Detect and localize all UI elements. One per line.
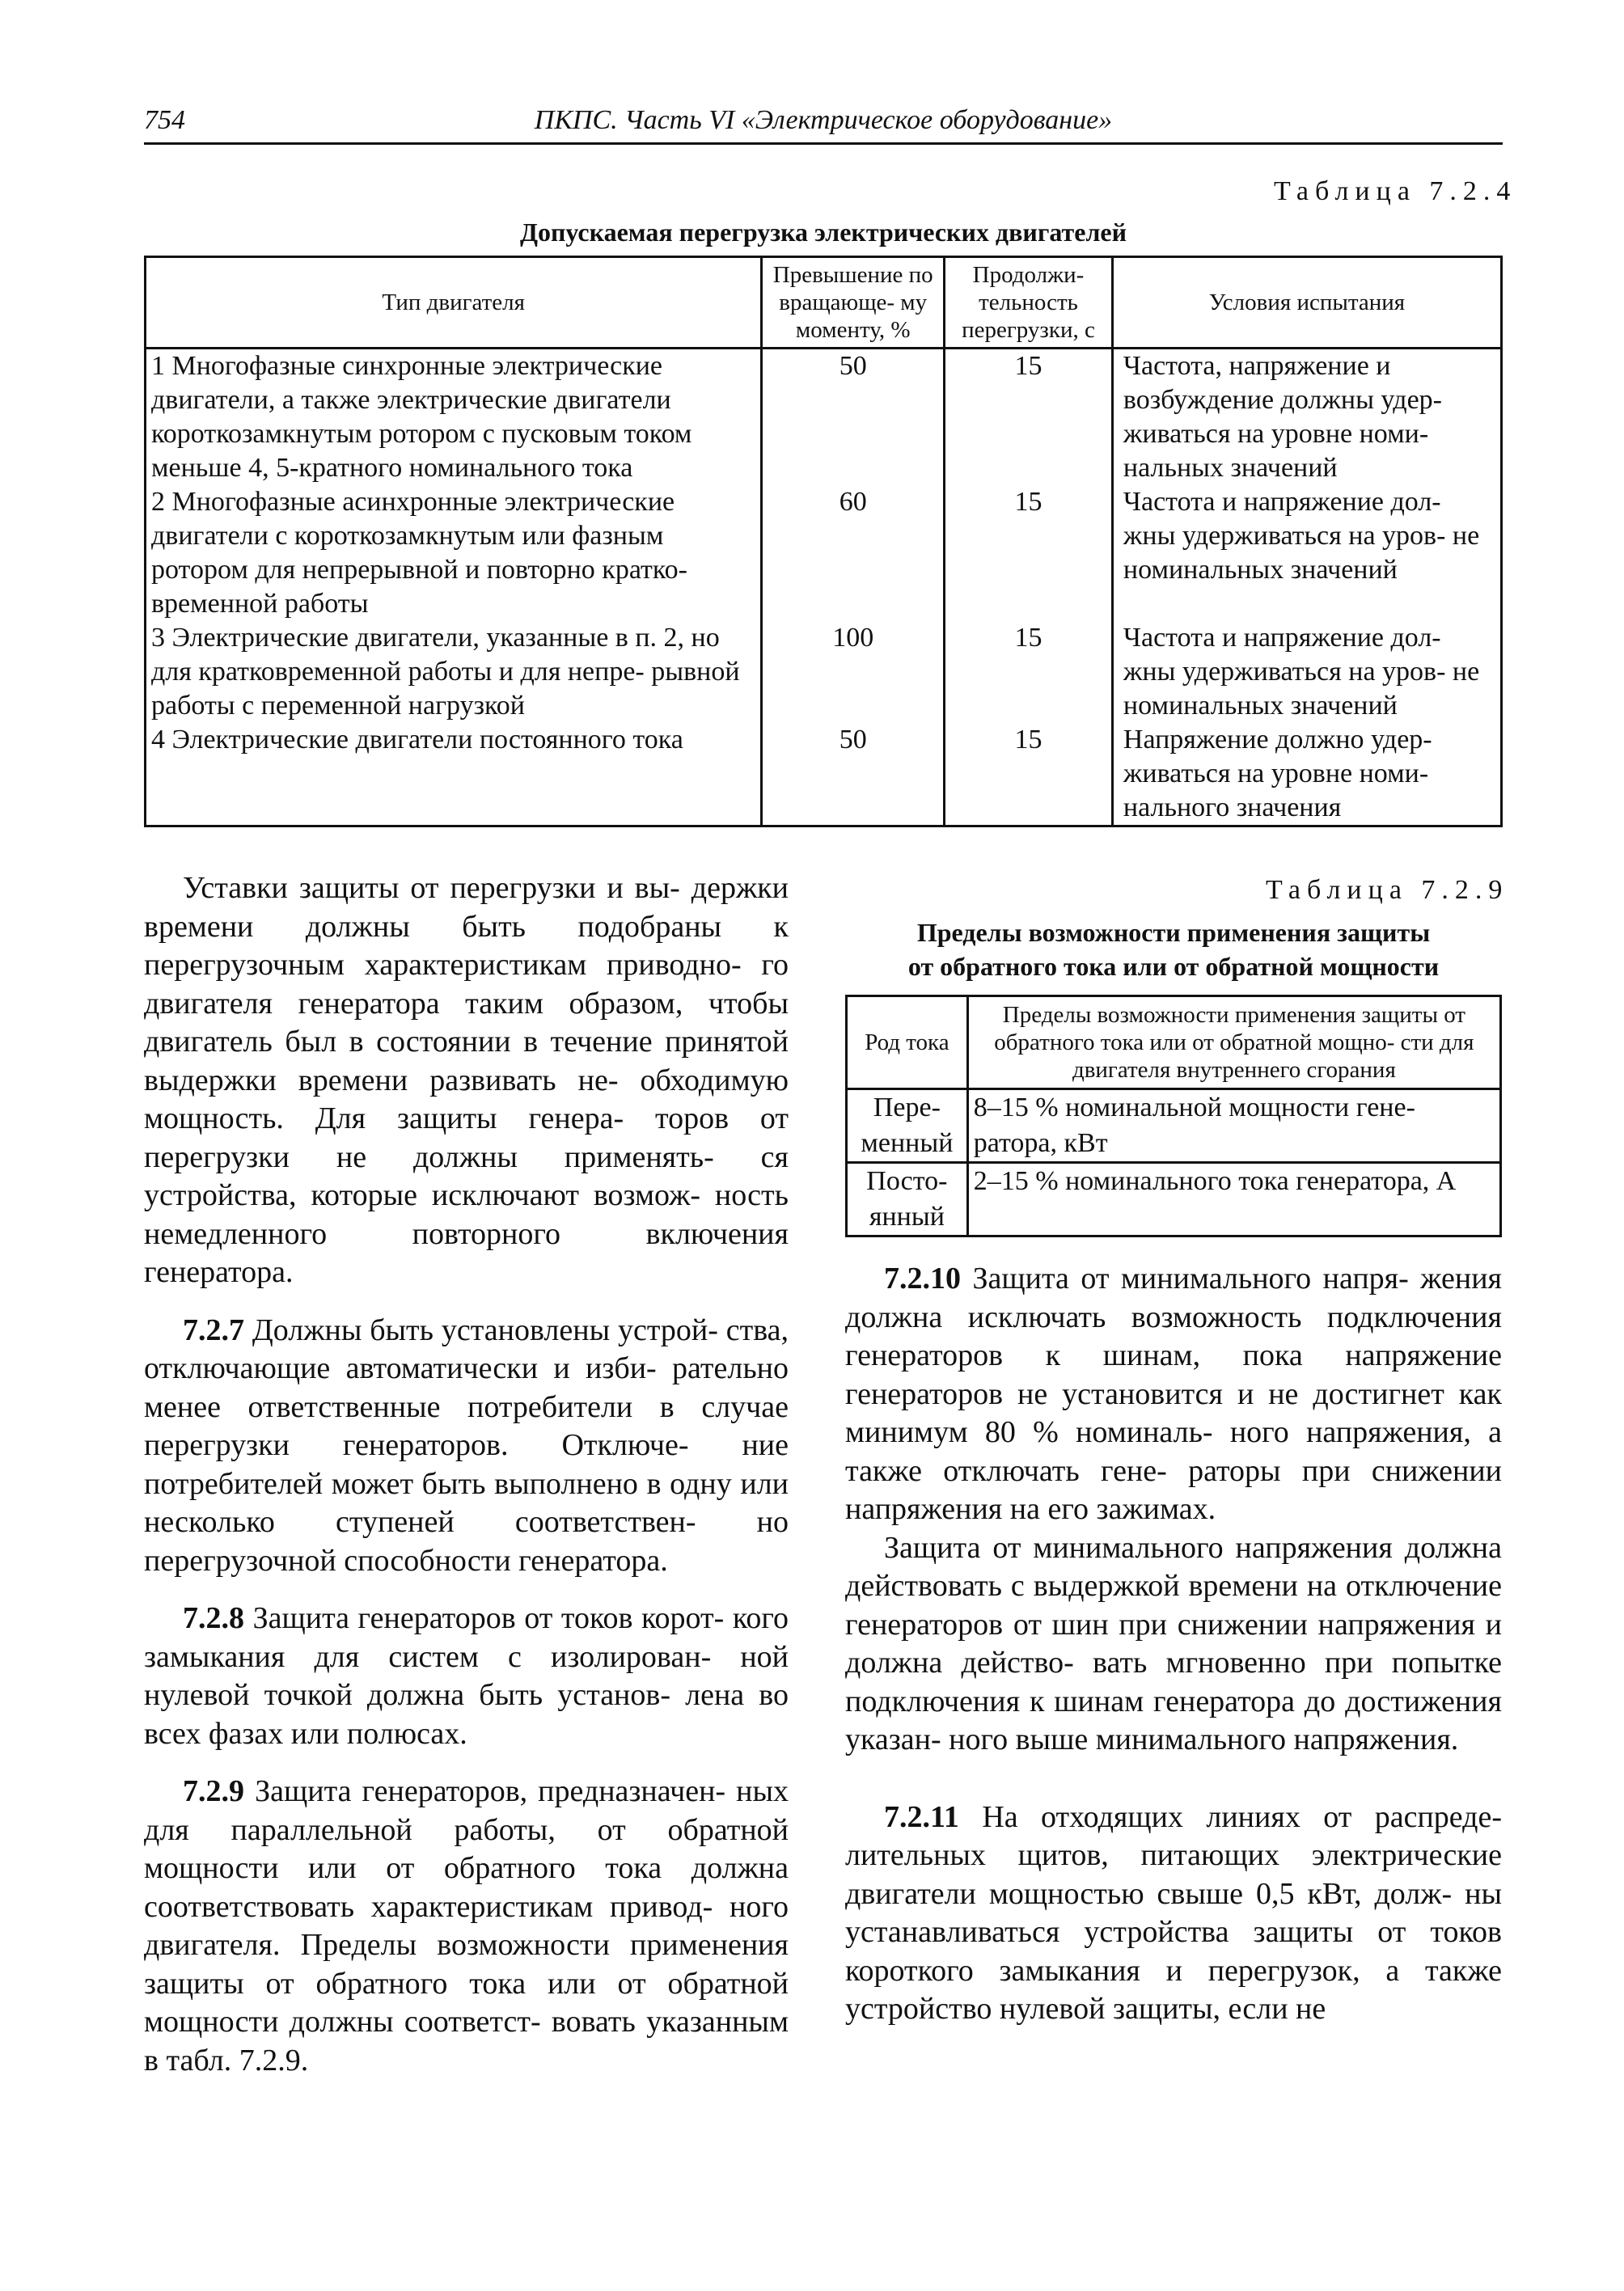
cell-duration: 15	[945, 621, 1113, 723]
table2-caption: Таблица 7.2.9	[1266, 875, 1509, 905]
table-row	[146, 621, 1502, 723]
paragraph-7-2-9: 7.2.9 Защита генераторов, предназначен- ных для параллельной работы, от обратной мощности или от обратного тока должна соответствовать характеристикам привод- ного двигателя. Пределы возможности применения защиты от обратного тока или от обратной мощности должны соответст- вовать указанным в табл. 7.2.9.	[144, 1774, 789, 2078]
header-protection-limits: Пределы возможности применения защиты от обратного тока или от обратной мощно- сти для двигателя внутреннего сгорания	[967, 996, 1500, 1089]
table-motor-overload	[144, 256, 1503, 827]
table-row	[146, 485, 1502, 621]
cell-duration: 15	[945, 349, 1113, 486]
header-torque-excess: Превышение по вращающе- му моменту, %	[762, 257, 945, 349]
cell-motor-type: 2 Многофазные асинхронные электрические двигатели с короткозамкнутым или фазным ротором для непрерывной и повторно кратко- временной работы	[146, 485, 762, 621]
cell-duration: 15	[945, 485, 1113, 621]
table-reverse-power-limits	[845, 995, 1502, 1237]
cell-motor-type: 1 Многофазные синхронные электрические двигатели, а также электрические двигатели короткозамкнутым ротором с пусковым током меньше 4, 5-кратного номинального тока	[146, 349, 762, 486]
cell-torque-excess: 50	[762, 349, 945, 486]
cell-motor-type: 3 Электрические двигатели, указанные в п. 2, но для кратковременной работы и для непре- рывной работы с переменной нагрузкой	[146, 621, 762, 723]
table1-caption: Таблица 7.2.4	[1274, 176, 1517, 206]
cell-limits: 2–15 % номинального тока генератора, А	[967, 1163, 1500, 1236]
header-current-kind: Род тока	[847, 996, 968, 1089]
cell-current-kind: Посто- янный	[847, 1163, 968, 1236]
paragraph-7-2-8: 7.2.8 Защита генераторов от токов корот- кого замыкания для систем с изолирован- ной нулевой точкой должна быть установ- лена во всех фазах или полюсах.	[144, 1601, 789, 1751]
cell-conditions: Частота, напряжение и возбуждение должны удер- живаться на уровне номи- нальных значений	[1112, 349, 1501, 486]
running-title: ПКПС. Часть VI «Электрическое оборудование»	[534, 105, 1113, 135]
paragraph: Защита от минимального напряжения должна действовать с выдержкой времени на отключение генераторов от шин при снижении напряжения и должна действо- вать мгновенно при попытке подключения к шинам генератора до достижения указан- ного выше минимального напряжения.	[845, 1530, 1502, 1756]
right-column	[845, 1260, 1502, 2029]
cell-torque-excess: 100	[762, 621, 945, 723]
header-motor-type: Тип двигателя	[146, 257, 762, 349]
table1-title: Допускаемая перегрузка электрических двигателей	[519, 218, 1127, 247]
paragraph: Уставки защиты от перегрузки и вы- держки времени должны быть подобраны к перегрузочным характеристикам приводно- го двигателя генератора таким образом, чтобы двигатель был в состоянии в течение принятой выдержки времени развивать не- обходимую мощность. Для защиты генера- торов от перегрузки не должны применять- ся устройства, которые исключают возмож- ность немедленного повторного включения генератора.	[144, 871, 789, 1289]
page-number: 754	[144, 105, 185, 135]
header-test-conditions: Условия испытания	[1112, 257, 1501, 349]
table-header-row	[146, 257, 1502, 349]
table2-title: Пределы возможности применения защиты от обратного тока или от обратной мощности	[907, 918, 1440, 981]
header-overload-duration: Продолжи- тельность перегрузки, с	[945, 257, 1113, 349]
cell-torque-excess: 50	[762, 723, 945, 826]
table-row	[847, 1089, 1501, 1163]
cell-motor-type: 4 Электрические двигатели постоянного тока	[146, 723, 762, 826]
cell-conditions: Частота и напряжение дол- жны удерживаться на уров- не номинальных значений	[1112, 485, 1501, 621]
cell-conditions: Частота и напряжение дол- жны удерживаться на уров- не номинальных значений	[1112, 621, 1501, 723]
table-row	[146, 723, 1502, 826]
section-number: 7.2.9	[183, 1774, 244, 1808]
table-row	[146, 349, 1502, 486]
cell-torque-excess: 60	[762, 485, 945, 621]
paragraph-7-2-7: 7.2.7 Должны быть установлены устрой- ства, отключающие автоматически и изби- рательно менее ответственные потребители в случае перегрузки генераторов. Отключе- ние потребителей может быть выполнено в одну или несколько ступеней соответствен- но перегрузочной способности генератора.	[144, 1312, 789, 1578]
left-column	[144, 869, 789, 2080]
cell-conditions: Напряжение должно удер- живаться на уровне номи- нального значения	[1112, 723, 1501, 826]
paragraph-7-2-10: 7.2.10 Защита от минимального напря- жения должна исключать возможность подключения генераторов к шинам, пока напряжение генераторов не установится и не достигнет как минимум 80 % номиналь- ного напряжения, а также отключать гене- раторы при снижении напряжения на его зажимах.	[845, 1262, 1503, 1526]
table-row	[847, 1163, 1501, 1236]
section-number: 7.2.8	[183, 1601, 244, 1635]
section-number: 7.2.10	[884, 1262, 961, 1296]
paragraph-7-2-11: 7.2.11 На отходящих линиях от распреде- лительных щитов, питающих электрические двигатели мощностью свыше 0,5 кВт, долж- ны устанавливаться устройства защиты от токов короткого замыкания и перегрузок, а также устройство нулевой защиты, если не	[845, 1799, 1503, 2026]
cell-duration: 15	[945, 723, 1113, 826]
cell-current-kind: Пере- менный	[847, 1089, 968, 1163]
cell-limits: 8–15 % номинальной мощности гене- ратора, кВт	[967, 1089, 1500, 1163]
page-header	[144, 102, 1503, 145]
section-number: 7.2.11	[884, 1799, 959, 1834]
section-number: 7.2.7	[183, 1312, 244, 1347]
table-header-row	[847, 996, 1501, 1089]
